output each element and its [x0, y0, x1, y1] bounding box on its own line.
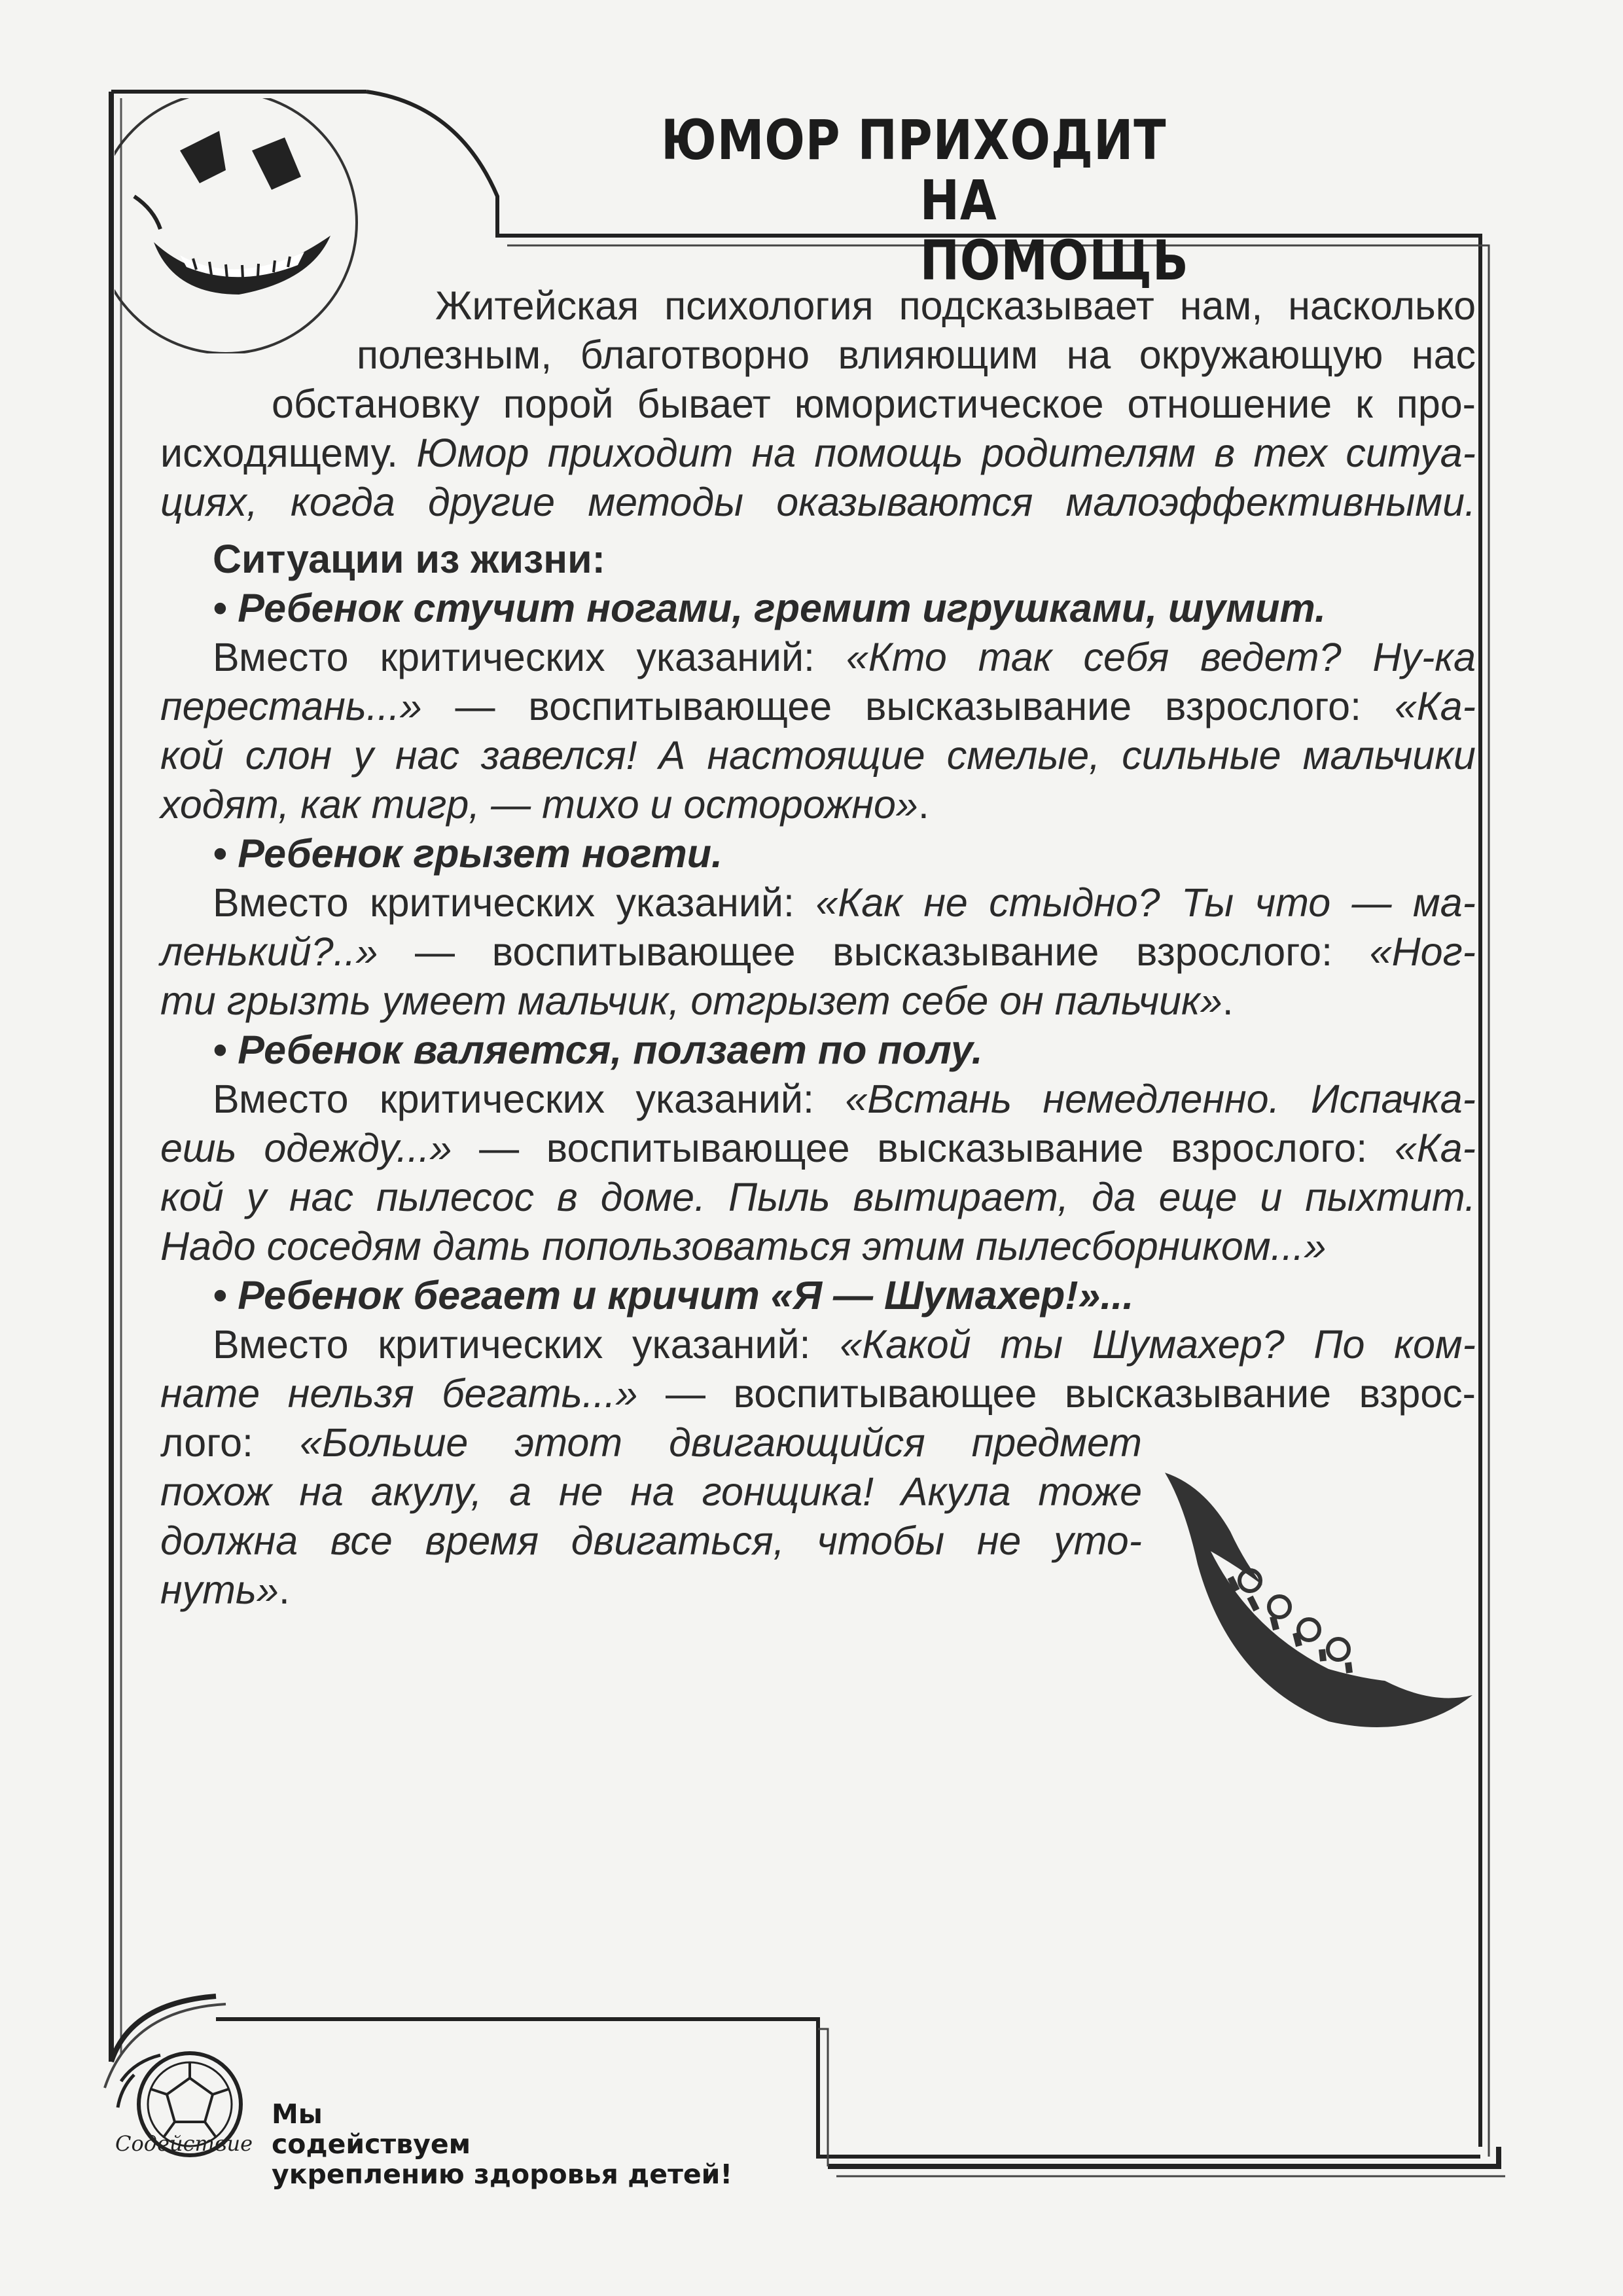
- footer-slogan: [272, 2099, 732, 2189]
- situation-line: кой слон у нас завелся! А настоящие смелые, сильные мальчики: [160, 733, 1476, 778]
- situation-line: кой у нас пылесос в доме. Пыль вытирает, да еще и пыхтит.: [160, 1175, 1476, 1219]
- situation-line: перестань...» — воспитывающее высказывание взрослого: «Ка-: [160, 684, 1476, 728]
- intro-paragraph: [160, 281, 1476, 527]
- situation-line: ленький?..» — воспитывающее высказывание взрослого: «Ног-: [160, 929, 1476, 974]
- intro-line: обстановку порой бывает юмористическое отношение к про-: [272, 382, 1476, 426]
- footer-line: укреплению здоровья детей!: [272, 2159, 733, 2190]
- situation-line: лого: «Больше этот двигающийся предмет: [160, 1420, 1142, 1465]
- situation-line: ешь одежду...» — воспитывающее высказывание взрослого: «Ка-: [160, 1126, 1476, 1170]
- page-title: ЮМОР ПРИХОДИТ НА ПОМОЩЬ: [661, 108, 1189, 293]
- intro-line: исходящему. Юмор приходит на помощь родителям в тех ситуа-: [160, 431, 1476, 475]
- section-heading: Ситуации из жизни:: [213, 537, 605, 581]
- intro-line: циях, когда другие методы оказываются малоэффективными.: [160, 480, 1476, 524]
- situation-line: Вместо критических указаний: «Как не стыдно? Ты что — ма-: [213, 880, 1476, 925]
- intro-line: полезным, благотворно влияющим на окружающую нас: [357, 332, 1476, 377]
- situation-line: Вместо критических указаний: «Встань немедленно. Испачка-: [213, 1077, 1476, 1121]
- footer-line: содействуем: [272, 2128, 471, 2160]
- situation-line: должна все время двигаться, чтобы не уто-: [160, 1518, 1142, 1563]
- situation-title: • Ребенок валяется, ползает по полу.: [213, 1028, 983, 1072]
- intro-line: Житейская психология подсказывает нам, насколько: [435, 283, 1476, 328]
- footer-line: Мы: [272, 2098, 323, 2130]
- situation-line: Вместо критических указаний: «Какой ты Шумахер? По ком-: [213, 1322, 1476, 1367]
- grinning-mouth-icon: [1158, 1466, 1479, 1754]
- situation-title: • Ребенок стучит ногами, гремит игрушками, шумит.: [213, 586, 1326, 630]
- situation-line: ходят, как тигр, — тихо и осторожно».: [160, 782, 929, 827]
- situation-line: похож на акулу, а не на гонщика! Акула тоже: [160, 1469, 1142, 1514]
- situation-line: Вместо критических указаний: «Кто так себя ведет? Ну-ка: [213, 635, 1476, 679]
- article-body: [160, 281, 1476, 1615]
- situation-line: нуть».: [160, 1568, 290, 1612]
- situation-title: • Ребенок грызет ногти.: [213, 831, 722, 876]
- situation-title: • Ребенок бегает и кричит «Я — Шумахер!»...: [213, 1273, 1134, 1318]
- situation-line: нате нельзя бегать...» — воспитывающее высказывание взрос-: [160, 1371, 1476, 1416]
- situation-line: ти грызть умеет мальчик, отгрызет себе он пальчик».: [160, 978, 1234, 1023]
- brand-name: Содействие: [115, 2131, 253, 2156]
- situation-line: Надо соседям дать попользоваться этим пылесборником...»: [160, 1224, 1327, 1268]
